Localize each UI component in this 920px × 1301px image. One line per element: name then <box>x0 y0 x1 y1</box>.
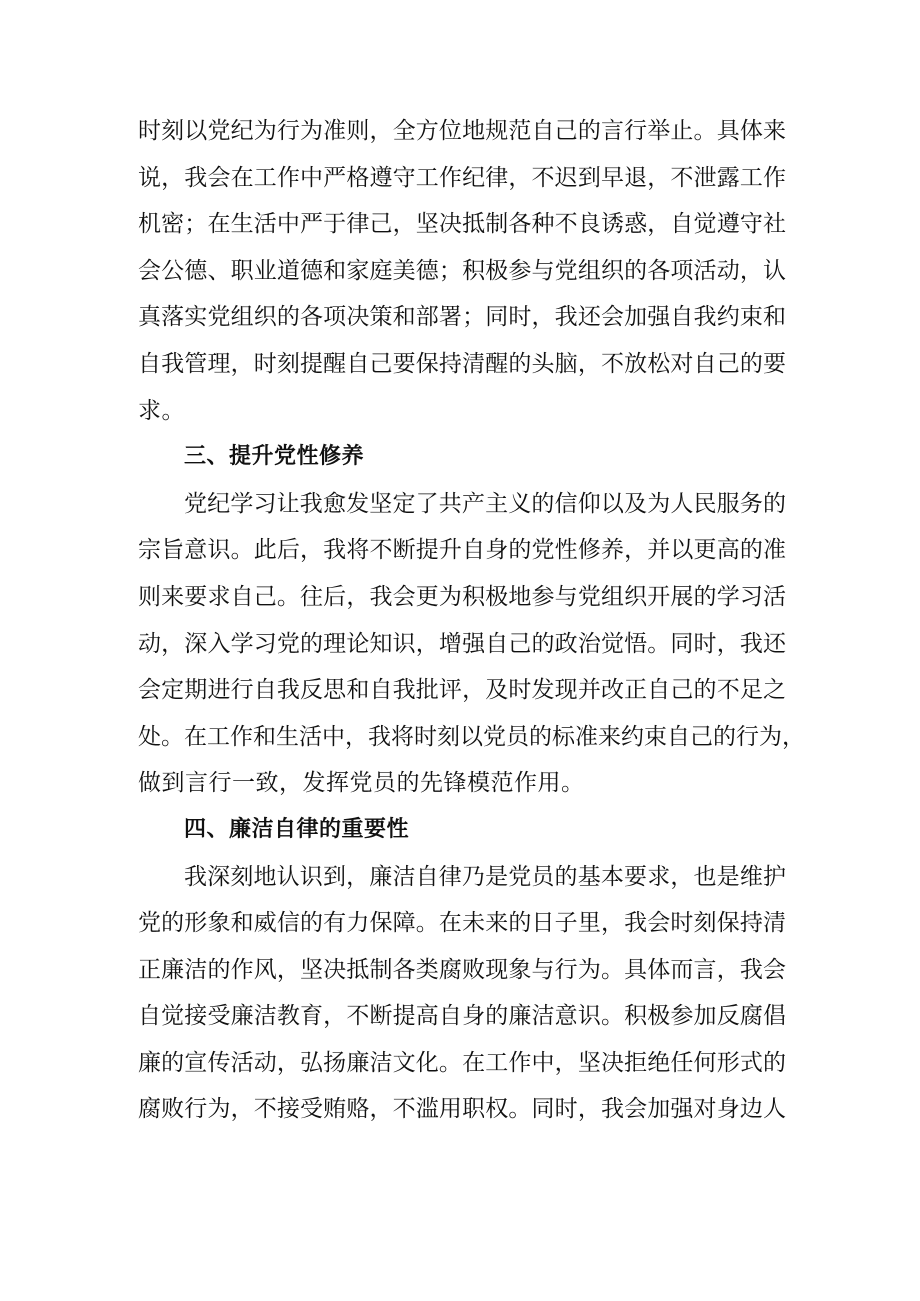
paragraph-line: 党纪学习让我愈发坚定了共产主义的信仰以及为人民服务的 <box>184 490 786 517</box>
paragraph-line: 机密；在生活中严于律己，坚决抵制各种不良诱惑，自觉遵守社 <box>138 211 786 238</box>
paragraph-line: 腐败行为，不接受贿赂，不滥用职权。同时，我会加强对身边人 <box>138 1096 786 1123</box>
paragraph-line: 宗旨意识。此后，我将不断提升自身的党性修养，并以更高的准 <box>138 537 786 564</box>
paragraph-line: 说，我会在工作中严格遵守工作纪律，不迟到早退，不泄露工作 <box>138 164 786 191</box>
paragraph-integrity <box>138 854 786 1134</box>
paragraph-line: 自觉接受廉洁教育，不断提高自身的廉洁意识。积极参加反腐倡 <box>138 1003 786 1030</box>
paragraph-line: 自我管理，时刻提醒自己要保持清醒的头脑，不放松对自己的要 <box>138 350 786 377</box>
paragraph-line: 党的形象和威信的有力保障。在未来的日子里，我会时刻保持清 <box>138 910 786 937</box>
paragraph-line: 则来要求自己。往后，我会更为积极地参与党组织开展的学习活 <box>138 583 786 610</box>
paragraph-line: 求。 <box>138 397 185 424</box>
paragraph-line: 动，深入学习党的理论知识，增强自己的政治觉悟。同时，我还 <box>138 630 786 657</box>
paragraph-line: 会公德、职业道德和家庭美德；积极参与党组织的各项活动，认 <box>138 257 786 284</box>
paragraph-line: 做到言行一致，发挥党员的先锋模范作用。 <box>138 770 585 797</box>
paragraph-party-spirit <box>138 481 805 807</box>
paragraph-line: 时刻以党纪为行为准则，全方位地规范自己的言行举止。具体来 <box>138 118 786 144</box>
paragraph-line: 廉的宣传活动，弘扬廉洁文化。在工作中，坚决拒绝任何形式的 <box>138 1049 786 1076</box>
paragraph-party-discipline-conduct <box>138 108 786 434</box>
paragraph-line: 会定期进行自我反思和自我批评，及时发现并改正自己的不足之 <box>138 677 786 704</box>
paragraph-line: 正廉洁的作风，坚决抵制各类腐败现象与行为。具体而言，我会 <box>138 956 786 983</box>
paragraph-line: 我深刻地认识到，廉洁自律乃是党员的基本要求，也是维护 <box>184 863 786 890</box>
document-body <box>138 108 805 1133</box>
paragraph-line: 处。在工作和生活中，我将时刻以党员的标准来约束自己的行为， <box>138 723 805 750</box>
section-heading-four: 四、廉洁自律的重要性 <box>184 816 410 842</box>
paragraph-line: 真落实党组织的各项决策和部署；同时，我还会加强自我约束和 <box>138 304 786 331</box>
section-heading-three: 三、提升党性修养 <box>184 444 365 470</box>
